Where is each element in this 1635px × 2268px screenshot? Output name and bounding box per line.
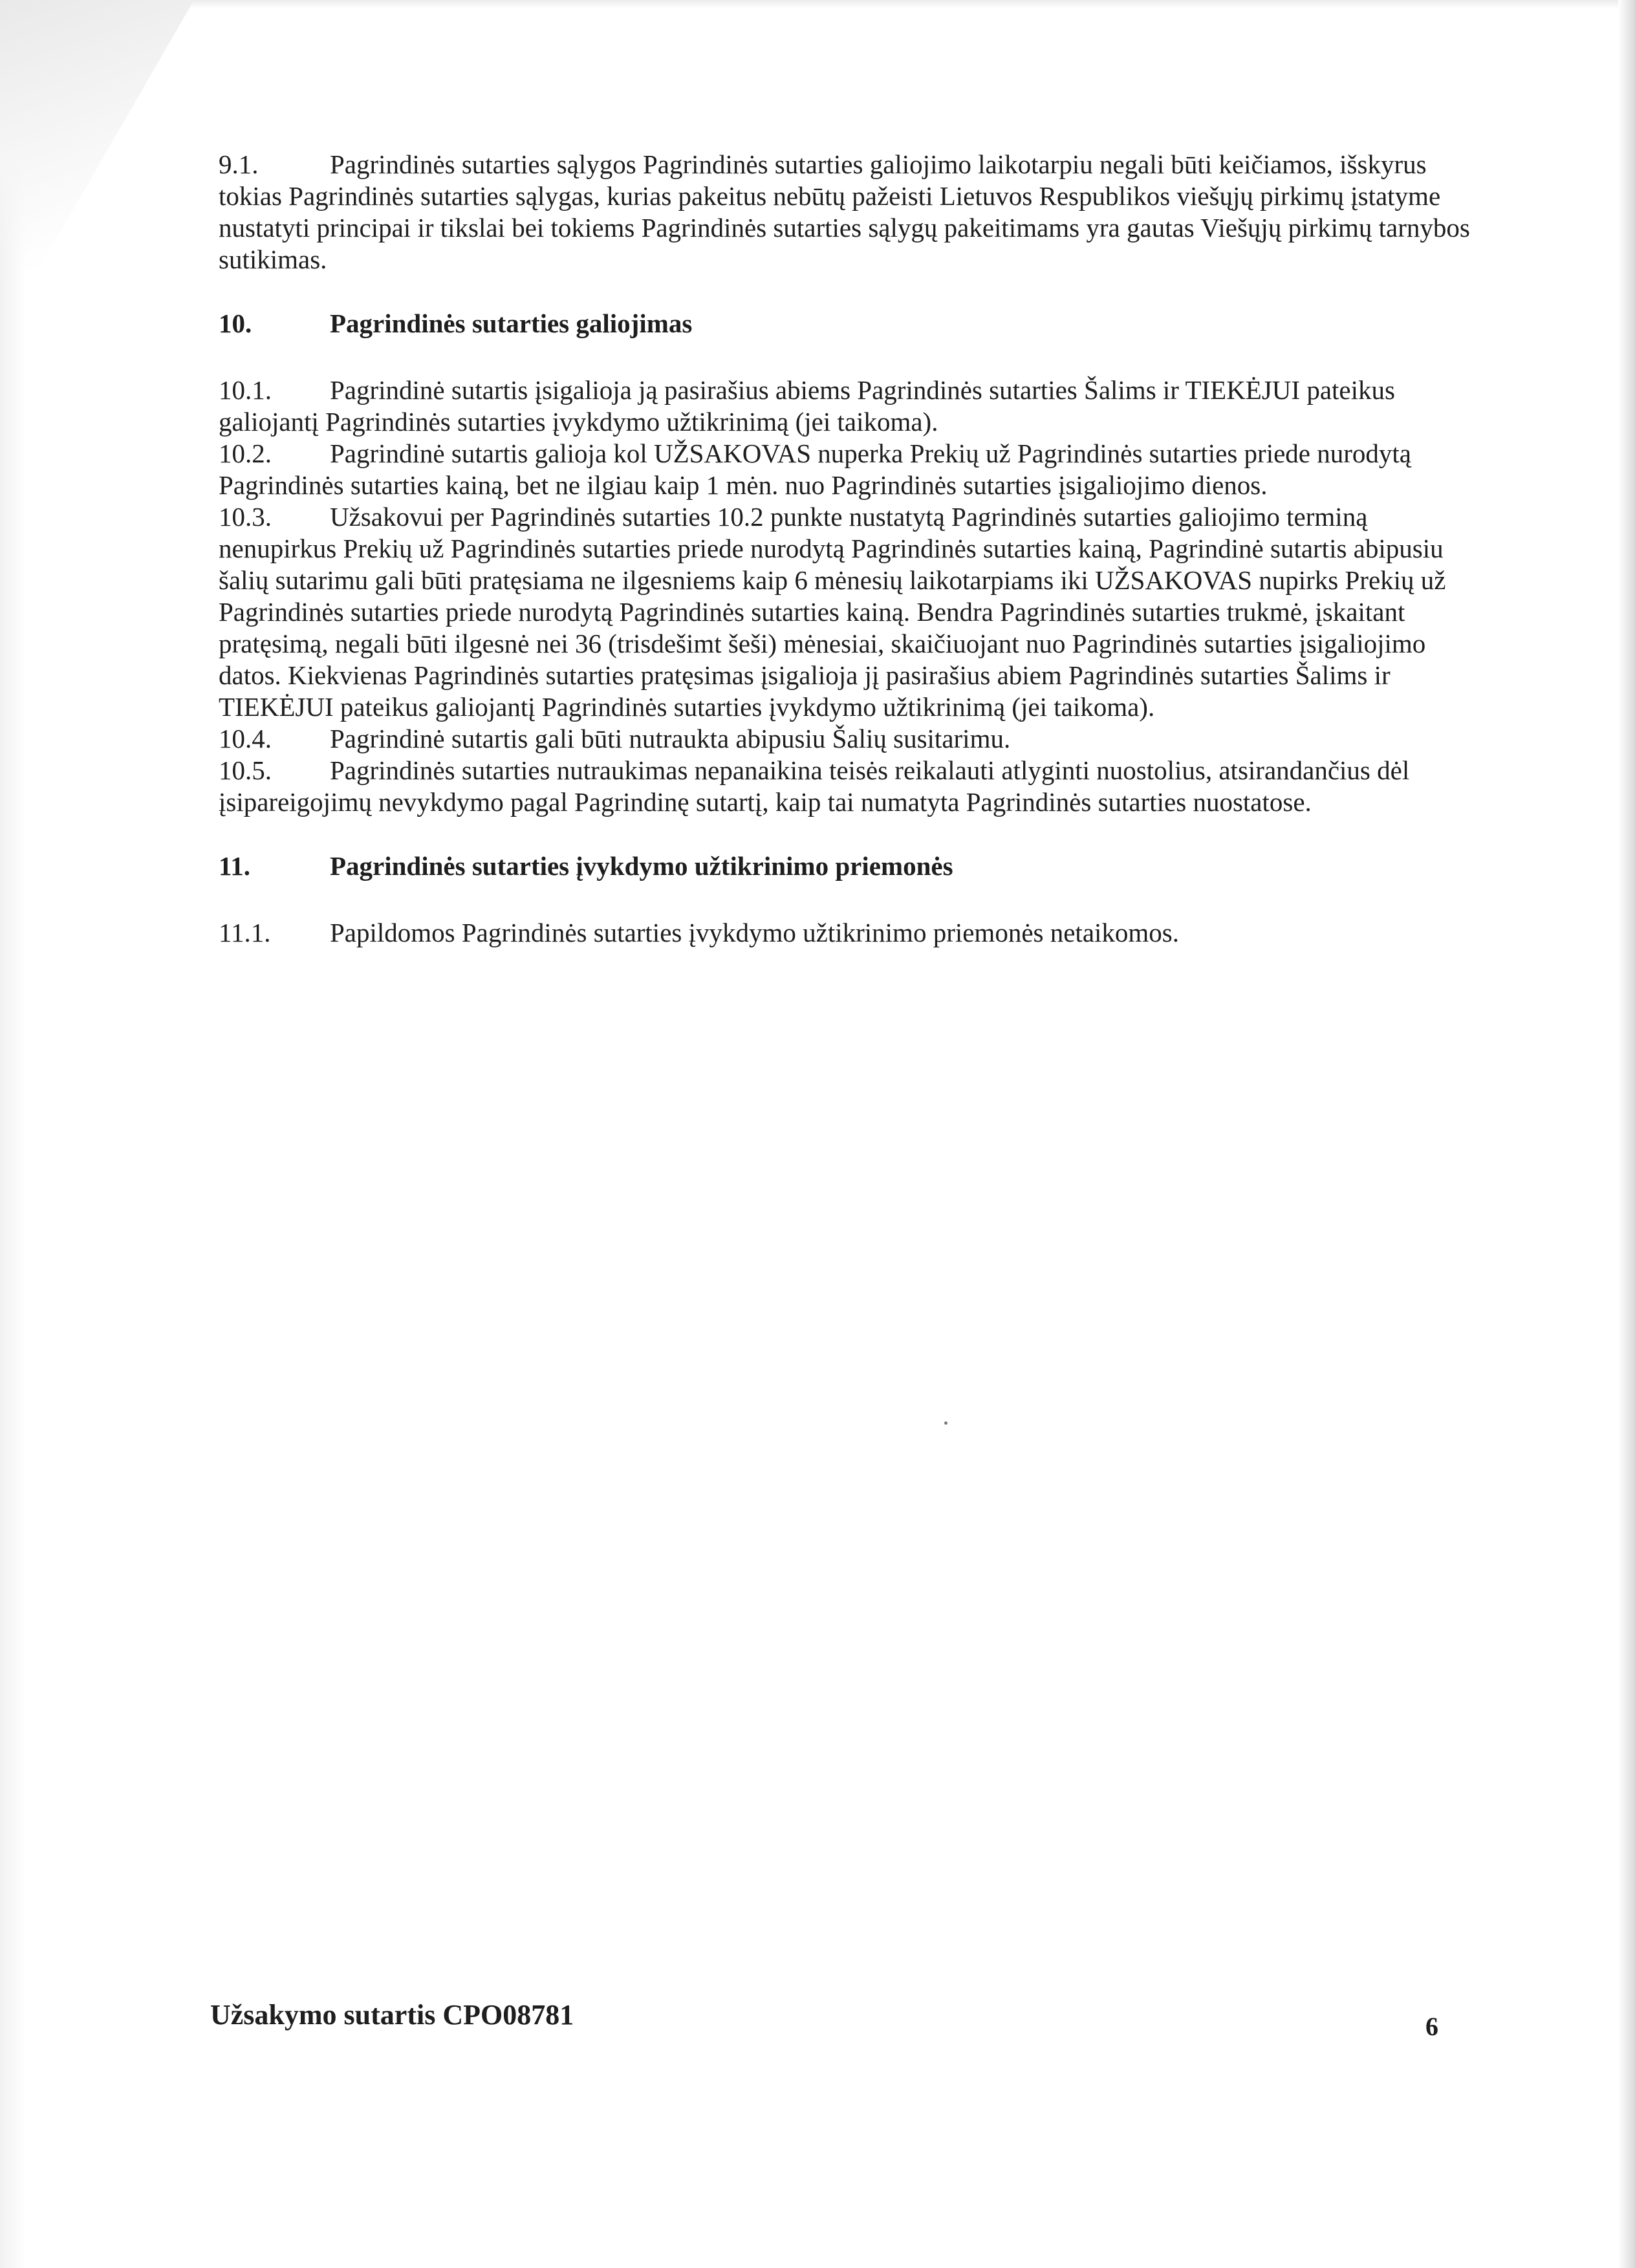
clause-text: Pagrindinė sutartis galioja kol UŽSAKOVAS nuperka Prekių už Pagrindinės sutarties priede nurodytą Pagrindinės sutarties kainą, bet ne ilgiau kaip 1 mėn. nuo Pagrindinės sutarties įsigaliojimo dienos. [219,438,1411,500]
clause-number: 10.2. [219,438,272,468]
clause-number: 10.4. [219,724,272,753]
clause-11-1 [219,917,1470,949]
clause-number: 10.1. [219,375,272,405]
footer-contract-id: Užsakymo sutartis CPO08781 [210,1999,574,2031]
clause-text: Papildomos Pagrindinės sutarties įvykdymo užtikrinimo priemonės netaikomos. [330,918,1180,947]
clause-text: Užsakovui per Pagrindinės sutarties 10.2 punkte nustatytą Pagrindinės sutarties galiojimo terminą nenupirkus Prekių už Pagrindinės sutarties priede nurodytą Pagrindinės sutarties kainą, Pagrindinė sutartis abipusiu šalių sutarimu gali būti pratęsiama ne ilgesniems kaip 6 mėnesių laikotarpiams iki UŽSAKOVAS nupirks Prekių už Pagrindinės sutarties priede nurodytą Pagrindinės sutarties kainą. Bendra Pagrindinės sutarties trukmė, įskaitant pratęsimą, negali būti ilgesnė nei 36 (trisdešimt šeši) mėnesiai, skaičiuojant nuo Pagrindinės sutarties įsigaliojimo datos. Kiekvienas Pagrindinės sutarties pratęsimas įsigalioja jį pasirašius abiem Pagrindinės sutarties Šalims ir TIEKĖJUI pateikus galiojantį Pagrindinės sutarties įvykdymo užtikrinimą (jei taikoma). [219,502,1446,722]
section-number: 10. [219,308,252,338]
clause-9-1 [219,149,1470,275]
section-title: Pagrindinės sutarties įvykdymo užtikrinimo priemonės [330,851,953,881]
document-body [219,149,1470,949]
clause-number: 10.5. [219,755,272,785]
clause-10-1 [219,374,1470,438]
clause-10-3 [219,501,1470,723]
clause-text: Pagrindinės sutarties nutraukimas nepanaikina teisės reikalauti atlyginti nuostolius, atsirandančius dėl įsipareigojimų nevykdymo pagal Pagrindinę sutartį, kaip tai numatyta Pagrindinės sutarties nuostatose. [219,755,1410,817]
section-11-heading [219,850,1470,882]
clause-number: 10.3. [219,502,272,532]
clause-10-4 [219,723,1470,755]
clause-number: 9.1. [219,149,259,179]
scan-edge-left [0,0,26,2268]
clause-number: 11.1. [219,918,271,947]
clause-10-2 [219,438,1470,501]
clause-10-5 [219,755,1470,818]
section-title: Pagrindinės sutarties galiojimas [330,308,693,338]
scan-speck [944,1421,947,1425]
scan-edge-right [1618,0,1635,2268]
scan-edge-top [0,0,1635,9]
section-number: 11. [219,851,250,881]
clause-text: Pagrindinės sutarties sąlygos Pagrindinės sutarties galiojimo laikotarpiu negali būti keičiamos, išskyrus tokias Pagrindinės sutarties sąlygas, kurias pakeitus nebūtų pažeisti Lietuvos Respublikos viešųjų pirkimų įstatyme nustatyti principai ir tikslai bei tokiems Pagrindinės sutarties sąlygų pakeitimams yra gautas Viešųjų pirkimų tarnybos sutikimas. [219,149,1470,274]
clause-text: Pagrindinė sutartis įsigalioja ją pasirašius abiems Pagrindinės sutarties Šalims ir TIEKĖJUI pateikus galiojantį Pagrindinės sutarties įvykdymo užtikrinimą (jei taikoma). [219,375,1395,437]
clause-text: Pagrindinė sutartis gali būti nutraukta abipusiu Šalių susitarimu. [330,724,1011,753]
page-corner-fold [0,0,194,336]
section-10-heading [219,308,1470,340]
footer-page-number: 6 [1425,2012,1438,2041]
